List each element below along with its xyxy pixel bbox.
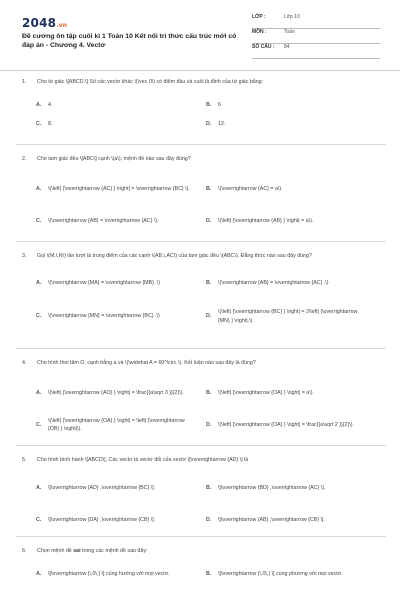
option-label: C. [36,121,42,128]
option-label: A. [36,570,42,577]
options [36,173,380,237]
option-text: \(\left| {\overrightarrow {AO} } \right| = \frac{{a\sqrt 3 }}{2}\). [48,389,184,396]
option-b[interactable] [206,96,376,115]
option-c[interactable] [36,115,206,134]
option-text: \[\overrightarrow {AD} ,\overrightarrow {BC} \]. [48,484,156,491]
question-6 [0,547,400,587]
option-label: B. [206,484,212,491]
meta-table [252,14,380,59]
option-text: \(\left| {\overrightarrow {OA} } \right| = a\). [218,389,314,396]
option-text: 12. [218,121,226,128]
stem-emphasis: sai [73,548,81,554]
option-text: \(\left| {\overrightarrow {OA} } \right| = \left| {\overrightarrow {OB} } \right|\). [48,417,185,432]
meta-key: LỚP : [252,14,266,20]
option-label: D. [206,313,212,320]
option-text: \(\overrightarrow {AC} = a\). [218,185,283,192]
logo-suffix: .vn [56,22,68,29]
option-text: \(\left| {\overrightarrow {BC} } \right| = 2\left| {\overrightarrow {MN} } \right|.\) [218,309,358,324]
option-c[interactable] [36,205,206,237]
option-c[interactable] [36,300,206,333]
question-divider [16,144,386,145]
option-label: D. [206,516,212,523]
option-label: A. [36,484,42,491]
question-stem [22,547,380,556]
question-list [0,78,400,587]
question-number: 5. [22,457,27,463]
meta-value: Lớp 10 [284,14,300,20]
option-text: \[\overrightarrow {DA} ,\overrightarrow {CB} \]. [48,516,156,523]
question-text: Cho tam giác đều \[ABC\] cạnh \(a\), mệnh đề nào sau đây đúng? [37,156,191,162]
option-label: B. [206,570,212,577]
option-a[interactable] [36,267,206,300]
question-number: 6. [22,548,27,554]
option-label: B. [206,280,212,287]
meta-value: Toán [284,29,295,35]
question-stem [22,78,380,87]
option-a[interactable] [36,96,206,115]
question-text: Gọi \(M,\,N\) lần lượt là trung điểm của các cạnh \(AB,\,AC\) của tam giác đều \(ABC\). Đẳng thức nào sau đây đúng? [37,253,312,259]
question-1 [0,78,400,144]
option-label: A. [36,389,42,396]
option-text: \(\left| {\overrightarrow {AC} } \right| = \overrightarrow {BC} \). [48,185,190,192]
options [36,563,380,585]
meta-key: SỐ CÂU : [252,44,275,50]
option-a[interactable] [36,472,206,504]
option-d[interactable] [206,504,376,536]
option-label: D. [206,121,212,128]
option-label: B. [206,185,212,192]
meta-key: MÔN : [252,29,267,35]
document-title: Đề cương ôn tập cuối kì 1 Toán 10 Kết nối tri thức cấu trúc mới có đáp án - Chương 4. Vectơ [22,33,237,49]
option-d[interactable] [206,409,376,441]
option-text: \[\overrightarrow {BD} ,\overrightarrow {AC} \]. [218,484,326,491]
question-text: Cho hình thoi tâm O, cạnh bằng a và \(\widehat A = 60^\circ \). Kết luận nào sau đây là đúng? [37,360,256,366]
option-c[interactable] [36,409,206,441]
option-b[interactable] [206,173,376,205]
option-b[interactable] [206,472,376,504]
site-logo[interactable] [22,16,67,30]
options [36,472,380,536]
question-text: Cho hình bình hành \[ABCD\]. Các vectơ là vectơ đối của vectơ \[\overrightarrow {AD} \] là [37,457,249,463]
logo-main: 2048 [22,16,57,30]
question-stem [22,252,380,261]
option-d[interactable] [206,115,376,134]
option-a[interactable] [36,377,206,409]
option-label: C. [36,217,42,224]
question-divider [16,536,386,537]
options [36,96,380,134]
option-text: 4. [48,102,53,109]
option-text: \(\overrightarrow {MN} = \overrightarrow {BC} .\) [48,313,160,320]
meta-row-class [252,14,380,29]
option-text: \(\overrightarrow {AB} = \overrightarrow {AC} \). [48,217,159,224]
question-3 [0,252,400,348]
option-text: 8. [48,121,53,128]
question-2 [0,155,400,241]
option-label: B. [206,102,212,109]
question-number: 1. [22,79,27,85]
question-5 [0,456,400,536]
option-a[interactable] [36,563,206,585]
option-text: \(\left| {\overrightarrow {AB} } \right| = a\). [218,217,314,224]
meta-value: 84 [284,44,290,50]
option-text: \(\left| {\overrightarrow {OA} } \right| = \frac{{a\sqrt 2 }}{2}\). [218,421,354,428]
stem-part: trong các mệnh đề sau đây: [80,548,148,554]
option-text: \[\overrightarrow {\,0\,} \] cùng hướng với mọi vectơ. [48,570,170,577]
question-text: Cho tứ giác \[ABCD.\] Số các vectơ khác \(\vec 0\) có điểm đầu và cuối là đỉnh của tứ giác bằng: [37,79,264,85]
question-stem [22,456,380,465]
question-divider [16,445,386,446]
meta-row-subject [252,29,380,44]
option-text: \[\overrightarrow {AB} ,\overrightarrow {CB} \]. [218,516,325,523]
question-stem [22,155,380,164]
option-d[interactable] [206,300,376,333]
option-label: A. [36,280,42,287]
question-divider [16,241,386,242]
option-label: C. [36,516,42,523]
stem-part: Chọn mệnh đề [37,548,74,554]
question-4 [0,359,400,445]
option-label: D. [206,217,212,224]
question-number: 4. [22,360,27,366]
options [36,377,380,441]
options [36,267,380,333]
option-label: A. [36,102,42,109]
option-b[interactable] [206,377,376,409]
question-number: 2. [22,156,27,162]
option-label: D. [206,421,212,428]
option-label: C. [36,421,42,428]
option-label: A. [36,185,42,192]
option-text: 6. [218,102,223,109]
option-label: C. [36,313,42,320]
option-d[interactable] [206,205,376,237]
question-text [37,547,380,556]
question-divider [16,348,386,349]
option-b[interactable] [206,563,376,585]
meta-row-count [252,44,380,59]
option-text: \(\overrightarrow {AB} = \overrightarrow {AC} .\) [218,280,329,287]
option-b[interactable] [206,267,376,300]
header-divider [0,70,400,71]
question-stem [22,359,380,368]
question-number: 3. [22,253,27,259]
option-text: \[\overrightarrow {\,0\,} \] cùng phương với mọi vectơ. [218,570,343,577]
header [0,0,400,66]
option-c[interactable] [36,504,206,536]
option-text: \(\overrightarrow {MA} = \overrightarrow {MB} .\) [48,280,161,287]
option-a[interactable] [36,173,206,205]
option-label: B. [206,389,212,396]
